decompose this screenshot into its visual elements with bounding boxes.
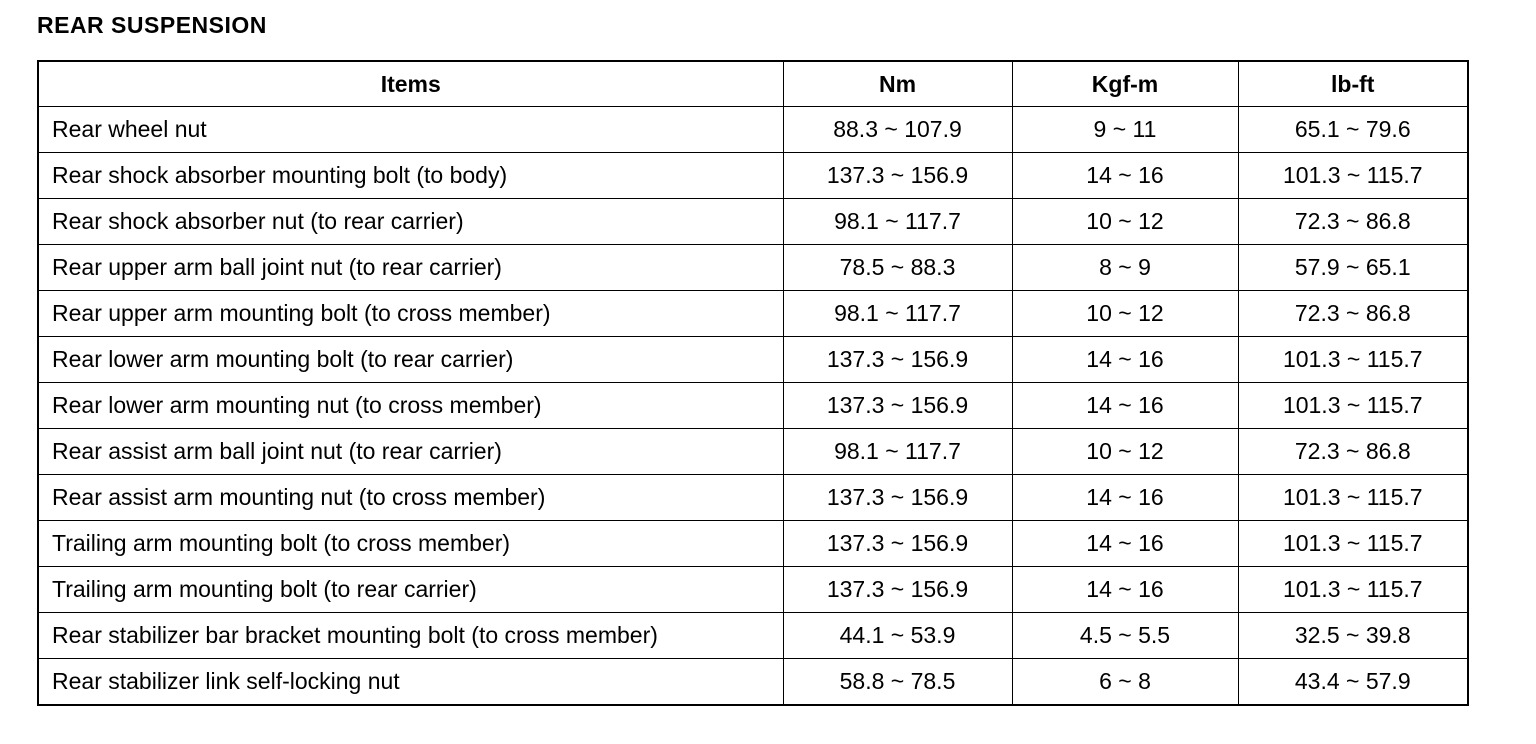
torque-spec-table [37, 60, 1469, 706]
cell-nm: 137.3 ~ 156.9 [783, 153, 1012, 199]
cell-nm: 98.1 ~ 117.7 [783, 291, 1012, 337]
cell-lbft: 101.3 ~ 115.7 [1238, 337, 1468, 383]
cell-kgfm: 6 ~ 8 [1012, 659, 1238, 706]
cell-item: Rear wheel nut [38, 107, 783, 153]
cell-lbft: 57.9 ~ 65.1 [1238, 245, 1468, 291]
cell-lbft: 43.4 ~ 57.9 [1238, 659, 1468, 706]
table-row [38, 521, 1468, 567]
cell-nm: 137.3 ~ 156.9 [783, 337, 1012, 383]
cell-item: Rear upper arm ball joint nut (to rear carrier) [38, 245, 783, 291]
header-lbft: lb-ft [1238, 61, 1468, 107]
table-row [38, 107, 1468, 153]
cell-nm: 137.3 ~ 156.9 [783, 383, 1012, 429]
table-row [38, 199, 1468, 245]
cell-nm: 137.3 ~ 156.9 [783, 521, 1012, 567]
header-items: Items [38, 61, 783, 107]
table-row [38, 383, 1468, 429]
cell-item: Rear stabilizer bar bracket mounting bolt (to cross member) [38, 613, 783, 659]
cell-item: Rear shock absorber nut (to rear carrier) [38, 199, 783, 245]
cell-kgfm: 14 ~ 16 [1012, 153, 1238, 199]
header-kgfm: Kgf-m [1012, 61, 1238, 107]
table-row [38, 659, 1468, 706]
cell-lbft: 101.3 ~ 115.7 [1238, 475, 1468, 521]
table-row [38, 613, 1468, 659]
cell-lbft: 101.3 ~ 115.7 [1238, 521, 1468, 567]
cell-item: Rear assist arm mounting nut (to cross member) [38, 475, 783, 521]
cell-lbft: 72.3 ~ 86.8 [1238, 199, 1468, 245]
table-row [38, 291, 1468, 337]
cell-lbft: 101.3 ~ 115.7 [1238, 383, 1468, 429]
cell-item: Trailing arm mounting bolt (to cross member) [38, 521, 783, 567]
cell-nm: 88.3 ~ 107.9 [783, 107, 1012, 153]
cell-kgfm: 10 ~ 12 [1012, 199, 1238, 245]
cell-lbft: 65.1 ~ 79.6 [1238, 107, 1468, 153]
cell-item: Rear shock absorber mounting bolt (to body) [38, 153, 783, 199]
cell-kgfm: 14 ~ 16 [1012, 337, 1238, 383]
cell-kgfm: 14 ~ 16 [1012, 521, 1238, 567]
cell-nm: 98.1 ~ 117.7 [783, 199, 1012, 245]
cell-lbft: 72.3 ~ 86.8 [1238, 291, 1468, 337]
cell-kgfm: 14 ~ 16 [1012, 475, 1238, 521]
cell-kgfm: 8 ~ 9 [1012, 245, 1238, 291]
cell-kgfm: 14 ~ 16 [1012, 567, 1238, 613]
cell-nm: 44.1 ~ 53.9 [783, 613, 1012, 659]
table-row [38, 567, 1468, 613]
cell-kgfm: 14 ~ 16 [1012, 383, 1238, 429]
cell-nm: 137.3 ~ 156.9 [783, 567, 1012, 613]
cell-lbft: 101.3 ~ 115.7 [1238, 567, 1468, 613]
table-row [38, 245, 1468, 291]
cell-nm: 58.8 ~ 78.5 [783, 659, 1012, 706]
cell-lbft: 72.3 ~ 86.8 [1238, 429, 1468, 475]
cell-kgfm: 10 ~ 12 [1012, 429, 1238, 475]
cell-item: Trailing arm mounting bolt (to rear carrier) [38, 567, 783, 613]
cell-nm: 78.5 ~ 88.3 [783, 245, 1012, 291]
table-row [38, 153, 1468, 199]
cell-kgfm: 4.5 ~ 5.5 [1012, 613, 1238, 659]
cell-nm: 137.3 ~ 156.9 [783, 475, 1012, 521]
cell-item: Rear stabilizer link self-locking nut [38, 659, 783, 706]
cell-lbft: 32.5 ~ 39.8 [1238, 613, 1468, 659]
header-nm: Nm [783, 61, 1012, 107]
table-header-row [38, 61, 1468, 107]
cell-item: Rear lower arm mounting nut (to cross member) [38, 383, 783, 429]
table-row [38, 337, 1468, 383]
cell-lbft: 101.3 ~ 115.7 [1238, 153, 1468, 199]
section-title: REAR SUSPENSION [37, 12, 267, 38]
cell-item: Rear upper arm mounting bolt (to cross member) [38, 291, 783, 337]
table-row [38, 475, 1468, 521]
cell-kgfm: 10 ~ 12 [1012, 291, 1238, 337]
cell-nm: 98.1 ~ 117.7 [783, 429, 1012, 475]
cell-item: Rear lower arm mounting bolt (to rear carrier) [38, 337, 783, 383]
cell-kgfm: 9 ~ 11 [1012, 107, 1238, 153]
table-row [38, 429, 1468, 475]
cell-item: Rear assist arm ball joint nut (to rear carrier) [38, 429, 783, 475]
